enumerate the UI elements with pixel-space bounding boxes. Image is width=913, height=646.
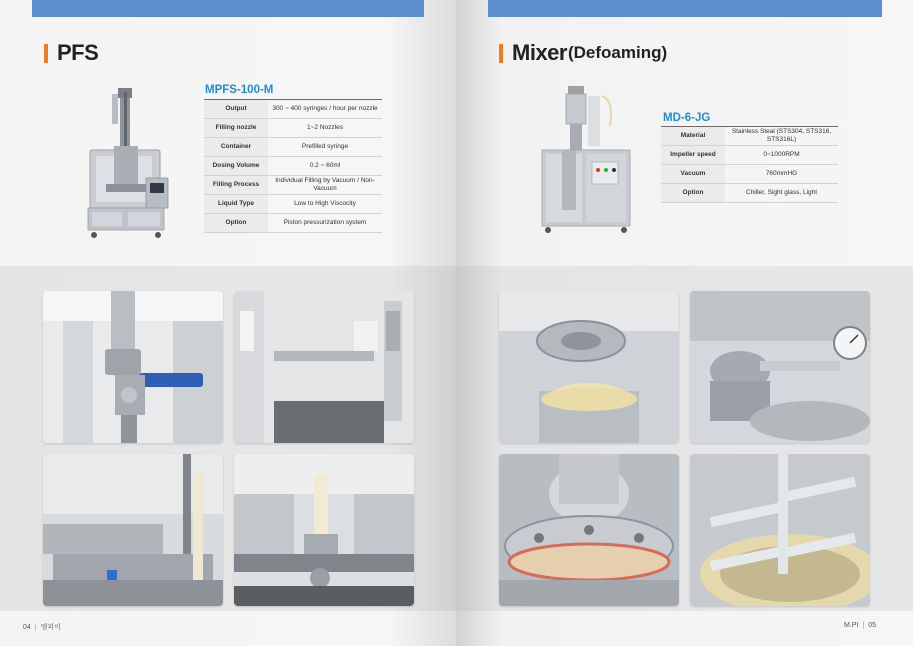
right-page: [456, 0, 913, 646]
spec-row: [661, 146, 838, 165]
spec-value: Chiller, Sight glass, Light: [725, 184, 838, 203]
left-title-text: PFS: [57, 40, 99, 65]
left-page-number: 04: [23, 624, 31, 631]
left-page-title: [44, 40, 98, 66]
right-title-text: Mixer: [512, 40, 567, 65]
spec-label: Option: [661, 184, 725, 203]
spec-label: Output: [204, 100, 268, 119]
right-page-number: 05: [868, 622, 877, 629]
spec-value: 300 ~ 400 syringes / hour per nozzle: [268, 100, 382, 119]
spec-label: Filling Process: [204, 176, 268, 195]
left-page: [0, 0, 456, 646]
spec-label: Container: [204, 138, 268, 157]
spec-label: Material: [661, 127, 725, 146]
title-mark: [499, 44, 503, 63]
left-footer: [23, 622, 61, 632]
right-spec-table: [661, 126, 838, 203]
right-page-title: [499, 40, 667, 66]
spec-label: Liquid Type: [204, 195, 268, 214]
spec-value: Piston pressurization system: [268, 214, 382, 233]
spec-row: [204, 195, 382, 214]
pfs-machine-image: [84, 84, 172, 240]
spec-row: [204, 176, 382, 195]
left-model-name: MPFS-100-M: [205, 84, 274, 96]
spec-value: Prefilled syringe: [268, 138, 382, 157]
spec-value: Low to High Viscocity: [268, 195, 382, 214]
mixer-machine-image: [540, 84, 632, 236]
right-model-name: MD-6-JG: [663, 112, 711, 124]
pfs-photo-valve-nozzle: [43, 291, 223, 443]
pfs-photo-filling-station: [43, 454, 223, 606]
right-footer: [844, 622, 876, 629]
pfs-photo-syringe-holder: [234, 454, 414, 606]
spec-label: Filling nozzle: [204, 119, 268, 138]
mixer-photo-impeller: [690, 454, 870, 606]
spec-value: 1~2 Nozzles: [268, 119, 382, 138]
right-title-suffix: (Defoaming): [567, 43, 668, 62]
left-spec-table: [204, 99, 382, 233]
spec-label: Option: [204, 214, 268, 233]
spec-value: 760mmHG: [725, 165, 838, 184]
right-footer-separator: |: [862, 622, 865, 629]
spec-row: [661, 127, 838, 146]
spec-value: Individual Filling by Vacuum / Non-Vacuum: [268, 176, 382, 195]
left-top-accent-bar: [32, 0, 424, 17]
spec-value: 0~1000RPM: [725, 146, 838, 165]
right-top-accent-bar: [488, 0, 882, 17]
spec-row: [661, 184, 838, 203]
right-footer-company: M.PI: [844, 622, 859, 629]
left-footer-company: 엠피이: [40, 624, 61, 631]
spec-row: [661, 165, 838, 184]
spec-row: [204, 138, 382, 157]
spec-row: [204, 214, 382, 233]
title-mark: [44, 44, 48, 63]
spec-row: [204, 157, 382, 176]
mixer-photo-vessel-open: [499, 291, 679, 443]
left-footer-separator: |: [34, 624, 37, 631]
spec-row: [204, 100, 382, 119]
mixer-photo-gauge: [690, 291, 870, 443]
spec-label: Vacuum: [661, 165, 725, 184]
pfs-photo-frame: [234, 291, 414, 443]
mixer-photo-lid-bolts: [499, 454, 679, 606]
spec-label: Dosing Volume: [204, 157, 268, 176]
spec-value: Stainless Steal (STS304, STS316, STS316L): [725, 127, 838, 146]
spec-value: 0.2 ~ 60ml: [268, 157, 382, 176]
spec-label: Impeller speed: [661, 146, 725, 165]
spec-row: [204, 119, 382, 138]
